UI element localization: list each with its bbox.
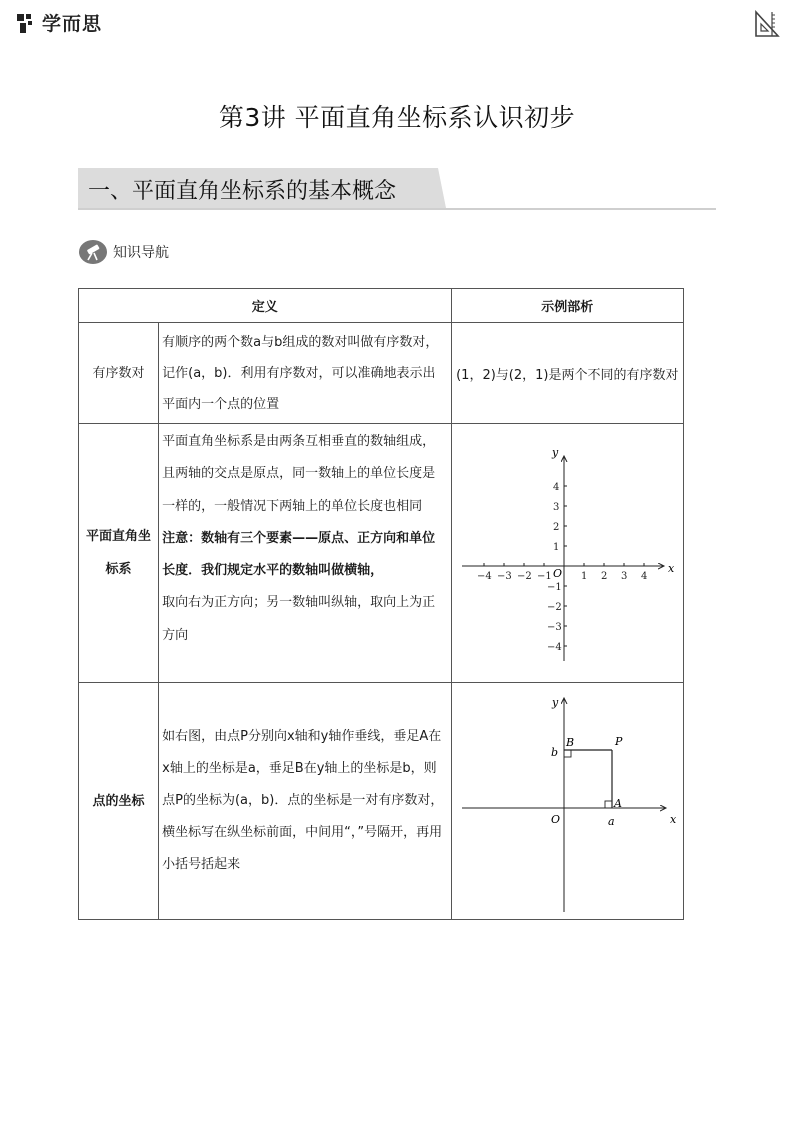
axes-origin-label: O <box>552 567 562 580</box>
telescope-icon <box>78 238 108 266</box>
right-angle-b <box>564 750 571 757</box>
example-point-diagram <box>451 683 683 920</box>
term-ordered-pair: 有序数对 <box>79 323 159 424</box>
brand-logo <box>16 9 102 36</box>
y-tick-label: 3 <box>552 502 559 513</box>
point-a-value: a <box>607 815 615 828</box>
term-point-coordinates: 点的坐标 <box>79 683 159 920</box>
y-tick-label: 1 <box>552 542 559 553</box>
definition-coordinate-system-text: 平面直角坐标系是由两条互相垂直的数轴组成，且两轴的交点是原点，同一数轴上的单位长度是一样的，一般情况下两轴上的单位长度也相同 <box>162 434 436 514</box>
point-x-label: x <box>669 813 676 826</box>
term-coordinate-system-text: 平面直角坐标系 <box>86 529 152 577</box>
x-tick-label: −2 <box>516 571 532 582</box>
term-coordinate-system <box>79 424 159 683</box>
y-tick-label: 4 <box>552 482 559 493</box>
table-row <box>79 683 684 920</box>
definition-ordered-pair: 有顺序的两个数a与b组成的数对叫做有序数对，记作(a，b)．利用有序数对，可以准确地表示出平面内一个点的位置 <box>159 323 451 424</box>
y-tick-label: −1 <box>546 582 562 593</box>
axes-y-label: y <box>551 446 558 459</box>
point-p-label: P <box>614 735 623 748</box>
header-definition: 定义 <box>79 289 452 323</box>
brand-mark-icon <box>16 12 38 34</box>
x-tick-label: 4 <box>640 571 647 582</box>
x-tick-label: −1 <box>536 571 552 582</box>
example-ordered-pair: (1，2)与(2，1)是两个不同的有序数对 <box>451 323 683 424</box>
knowledge-nav <box>78 238 169 266</box>
axes-diagram <box>452 436 684 666</box>
x-tick-label: 1 <box>580 571 587 582</box>
x-tick-label: −4 <box>476 571 492 582</box>
point-origin-label: O <box>550 813 560 826</box>
knowledge-table <box>78 288 684 920</box>
y-tick-label: −2 <box>546 602 562 613</box>
ruler-triangle-icon <box>754 10 780 38</box>
x-tick-label: −3 <box>496 571 512 582</box>
section-title: 一、平面直角坐标系的基本概念 <box>88 179 397 204</box>
point-a-label: A <box>613 797 622 810</box>
point-b-value: b <box>550 746 558 759</box>
x-tick-label: 2 <box>600 571 607 582</box>
brand-name: 学而思 <box>42 13 103 35</box>
table-row <box>79 424 684 683</box>
lecture-title: 第3讲 平面直角坐标系认识初步 <box>218 103 576 132</box>
point-diagram <box>452 684 684 914</box>
section-header <box>78 168 718 212</box>
nav-label: 知识导航 <box>113 245 169 261</box>
x-tick-label: 3 <box>620 571 627 582</box>
definition-coordinate-system <box>159 424 451 683</box>
axes-x-label: x <box>667 562 674 575</box>
definition-note: 注意：数轴有三个要素——原点、正方向和单位长度．我们规定水平的数轴叫做横轴， <box>162 530 436 579</box>
y-tick-label: −4 <box>546 642 562 653</box>
band-slant <box>434 168 446 208</box>
y-tick-label: 2 <box>552 522 559 533</box>
definition-coordinate-system-tail: 取向右为正方向；另一数轴叫纵轴，取向上为正方向 <box>162 595 436 643</box>
y-tick-label: −3 <box>546 622 562 633</box>
right-angle-a <box>605 801 612 808</box>
table-row <box>79 323 684 424</box>
point-y-label: y <box>551 696 558 709</box>
point-b-label: B <box>565 736 574 749</box>
table-header-row <box>79 289 684 323</box>
example-axes <box>451 424 683 683</box>
header-example: 示例部析 <box>451 289 683 323</box>
definition-point-coordinates: 如右图，由点P分别向x轴和y轴作垂线，垂足A在x轴上的坐标是a，垂足B在y轴上的坐标是b，则点P的坐标为(a，b)．点的坐标是一对有序数对，横坐标写在纵坐标前面，中间用“，”号隔开，再用小括号括起来 <box>159 683 451 920</box>
